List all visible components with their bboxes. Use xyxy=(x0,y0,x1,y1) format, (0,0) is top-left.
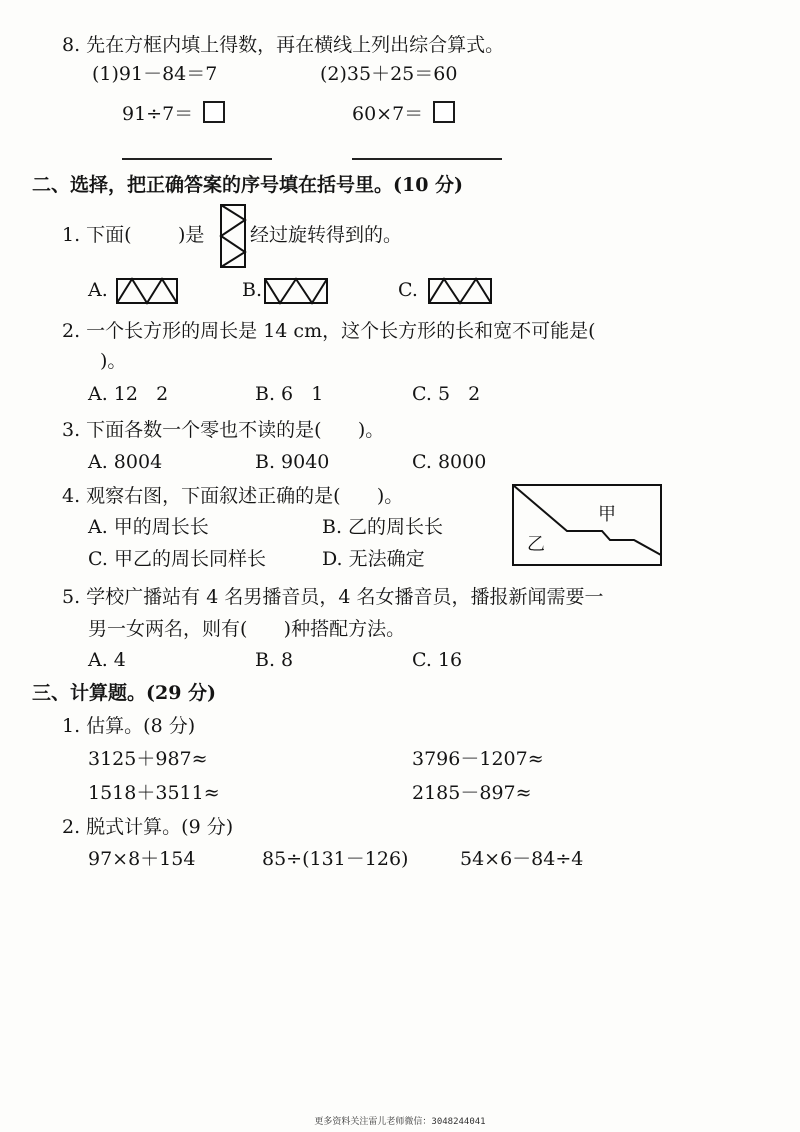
label-yi: 乙 xyxy=(527,534,545,555)
s2-q3-option-c[interactable]: C. 8000 xyxy=(412,451,487,473)
s3-calc-3[interactable]: 54×6－84÷4 xyxy=(460,848,584,870)
s2-q1-option-c-label: C. xyxy=(398,279,418,301)
option-a-zigzag-icon[interactable] xyxy=(116,278,178,304)
s2-q2-stem-line2: )。 xyxy=(100,350,127,372)
q8-part2-multiplication: 60×7＝ xyxy=(352,103,424,125)
s3-calc-2[interactable]: 85÷(131－126) xyxy=(262,848,409,870)
zigzag-figure-icon xyxy=(220,204,246,268)
section3-heading: 三、计算题。(29 分) xyxy=(32,682,217,704)
q8-part2-equation: (2)35＋25＝60 xyxy=(320,63,458,85)
q8-part1-division: 91÷7＝ xyxy=(122,103,194,125)
q8-part2-answer-box[interactable] xyxy=(433,101,455,123)
s2-q1-option-b-label: B. xyxy=(242,279,263,301)
q8-title: 8. 先在方框内填上得数，再在横线上列出综合算式。 xyxy=(62,34,505,56)
s2-q4-option-a[interactable]: A. 甲的周长长 xyxy=(88,516,209,538)
s2-q3-stem: 3. 下面各数一个零也不读的是( )。 xyxy=(62,419,385,441)
s2-q5-option-c[interactable]: C. 16 xyxy=(412,649,463,671)
s2-q4-option-b[interactable]: B. 乙的周长长 xyxy=(322,516,444,538)
s2-q3-option-a[interactable]: A. 8004 xyxy=(88,451,163,473)
s2-q5-option-a[interactable]: A. 4 xyxy=(88,649,126,671)
s2-q5-option-b[interactable]: B. 8 xyxy=(255,649,294,671)
s2-q3-option-b[interactable]: B. 9040 xyxy=(255,451,330,473)
q8-part1-answer-line[interactable] xyxy=(122,158,272,160)
label-jia: 甲 xyxy=(598,504,616,525)
s2-q5-stem-line2: 男一女两名，则有( )种搭配方法。 xyxy=(88,618,406,640)
s2-q5-stem-line1: 5. 学校广播站有 4 名男播音员，4 名女播音员，播报新闻需要一 xyxy=(62,586,604,608)
s3-estimate-title: 1. 估算。(8 分) xyxy=(62,715,196,737)
s2-q1-option-a-label: A. xyxy=(88,279,108,301)
s2-q1-stem-b: )是 xyxy=(178,224,205,246)
s2-q1-stem-c: 经过旋转得到的。 xyxy=(250,224,403,246)
s2-q2-stem-line1: 2. 一个长方形的周长是 14 cm，这个长方形的长和宽不可能是( xyxy=(62,320,596,342)
s2-q4-option-c[interactable]: C. 甲乙的周长同样长 xyxy=(88,548,266,570)
s2-q2-option-c[interactable]: C. 5 2 xyxy=(412,383,481,405)
s2-q2-option-a[interactable]: A. 12 2 xyxy=(88,383,169,405)
option-c-zigzag-icon[interactable] xyxy=(428,278,492,304)
s2-q4-option-d[interactable]: D. 无法确定 xyxy=(322,548,425,570)
q8-part2-answer-line[interactable] xyxy=(352,158,502,160)
s3-calc-1[interactable]: 97×8＋154 xyxy=(88,848,196,870)
s3-estimate-1[interactable]: 3125＋987≈ xyxy=(88,748,208,770)
s3-estimate-3[interactable]: 1518＋3511≈ xyxy=(88,782,220,804)
s3-estimate-2[interactable]: 3796－1207≈ xyxy=(412,748,544,770)
s3-calc-title: 2. 脱式计算。(9 分) xyxy=(62,816,234,838)
s2-q2-option-b[interactable]: B. 6 1 xyxy=(255,383,324,405)
option-b-zigzag-icon[interactable] xyxy=(264,278,328,304)
s2-q1-stem-a: 1. 下面( xyxy=(62,224,132,246)
q8-part1-answer-box[interactable] xyxy=(203,101,225,123)
section2-heading: 二、选择，把正确答案的序号填在括号里。(10 分) xyxy=(32,174,464,196)
footer-note: 更多资料关注雷儿老师微信：3048244041 xyxy=(314,1117,486,1127)
s2-q4-stem: 4. 观察右图，下面叙述正确的是( )。 xyxy=(62,485,404,507)
q8-part1-equation: (1)91－84＝7 xyxy=(92,63,218,85)
s3-estimate-4[interactable]: 2185－897≈ xyxy=(412,782,532,804)
